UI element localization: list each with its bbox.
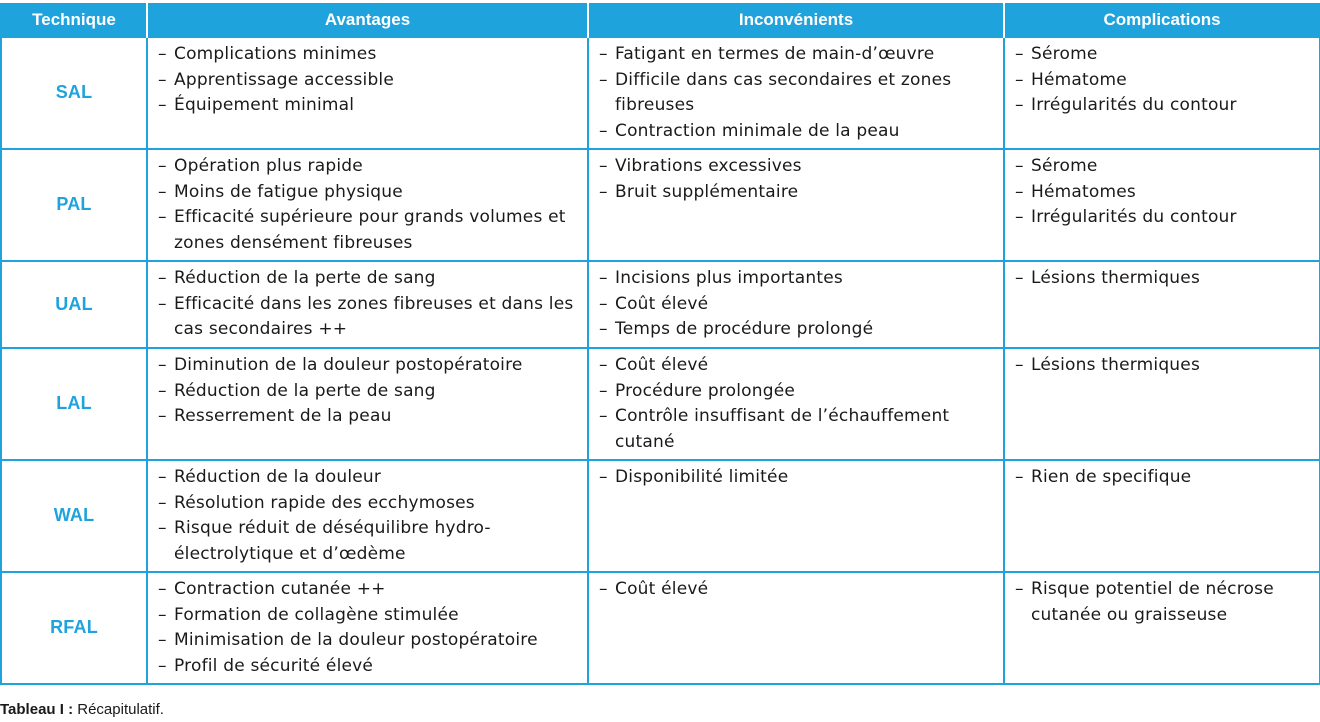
table-row [1,149,1320,261]
list-item: – Coût élevé [599,292,995,318]
list-item: – Contraction minimale de la peau [599,119,995,145]
disadvantages-list [599,42,995,144]
disadvantages-list [599,577,995,603]
technique-cell: RFAL [1,572,147,684]
list-item: – Fatigant en termes de main-d’œuvre [599,42,995,68]
table-row [1,572,1320,684]
list-item: – Apprentissage accessible [158,68,579,94]
technique-cell: UAL [1,261,147,348]
list-item: – Efficacité dans les zones fibreuses et dans les cas secondaires ++ [158,292,579,343]
list-item: – Incisions plus importantes [599,266,995,292]
list-item: – Formation de collagène stimulée [158,603,579,629]
advantages-list [158,154,579,256]
list-item: – Équipement minimal [158,93,579,119]
list-item: – Coût élevé [599,353,995,379]
list-item: – Sérome [1015,42,1311,68]
list-item: – Irrégularités du contour [1015,205,1311,231]
advantages-list [158,42,579,119]
advantages-list [158,353,579,430]
column-header-technique: Technique [1,3,147,37]
complications-list [1015,465,1311,491]
list-item: – Risque réduit de déséquilibre hydro-électrolytique et d’œdème [158,516,579,567]
list-item: – Vibrations excessives [599,154,995,180]
complications-list [1015,154,1311,231]
disadvantages-cell [588,261,1004,348]
list-item: – Moins de fatigue physique [158,180,579,206]
advantages-cell [147,37,588,149]
advantages-list [158,577,579,679]
table-row [1,261,1320,348]
list-item: – Irrégularités du contour [1015,93,1311,119]
complications-cell [1004,37,1320,149]
technique-cell: LAL [1,348,147,460]
list-item: – Difficile dans cas secondaires et zones fibreuses [599,68,995,119]
summary-table-container [0,3,1319,685]
advantages-cell [147,261,588,348]
list-item: – Profil de sécurité élevé [158,654,579,680]
column-header-complications: Complications [1004,3,1320,37]
list-item: – Complications minimes [158,42,579,68]
list-item: – Rien de specifique [1015,465,1311,491]
list-item: – Sérome [1015,154,1311,180]
list-item: – Hématomes [1015,180,1311,206]
list-item: – Réduction de la perte de sang [158,379,579,405]
list-item: – Résolution rapide des ecchymoses [158,491,579,517]
complications-cell [1004,149,1320,261]
complications-list [1015,266,1311,292]
column-header-disadvantages: Inconvénients [588,3,1004,37]
complications-cell [1004,572,1320,684]
advantages-list [158,266,579,343]
list-item: – Lésions thermiques [1015,266,1311,292]
list-item: – Procédure prolongée [599,379,995,405]
list-item: – Hématome [1015,68,1311,94]
table-row [1,348,1320,460]
disadvantages-cell [588,572,1004,684]
list-item: – Opération plus rapide [158,154,579,180]
list-item: – Coût élevé [599,577,995,603]
complications-list [1015,42,1311,119]
advantages-cell [147,348,588,460]
list-item: – Lésions thermiques [1015,353,1311,379]
disadvantages-list [599,266,995,343]
list-item: – Risque potentiel de nécrose cutanée ou graisseuse [1015,577,1311,628]
technique-cell: PAL [1,149,147,261]
list-item: – Réduction de la douleur [158,465,579,491]
advantages-list [158,465,579,567]
complications-cell [1004,348,1320,460]
complications-cell [1004,460,1320,572]
list-item: – Resserrement de la peau [158,404,579,430]
list-item: – Diminution de la douleur postopératoire [158,353,579,379]
complications-list [1015,353,1311,379]
table-row [1,37,1320,149]
disadvantages-cell [588,37,1004,149]
list-item: – Temps de procédure prolongé [599,317,995,343]
list-item: – Contraction cutanée ++ [158,577,579,603]
advantages-cell [147,460,588,572]
advantages-cell [147,572,588,684]
disadvantages-cell [588,348,1004,460]
disadvantages-cell [588,149,1004,261]
list-item: – Contrôle insuffisant de l’échauffement cutané [599,404,995,455]
complications-list [1015,577,1311,628]
technique-cell: WAL [1,460,147,572]
summary-table [0,3,1320,685]
caption-label: Tableau I : [0,701,74,718]
advantages-cell [147,149,588,261]
disadvantages-list [599,154,995,205]
table-row [1,460,1320,572]
table-caption [0,701,164,718]
list-item: – Réduction de la perte de sang [158,266,579,292]
disadvantages-cell [588,460,1004,572]
list-item: – Bruit supplémentaire [599,180,995,206]
disadvantages-list [599,465,995,491]
list-item: – Efficacité supérieure pour grands volumes et zones densément fibreuses [158,205,579,256]
column-header-advantages: Avantages [147,3,588,37]
technique-cell: SAL [1,37,147,149]
complications-cell [1004,261,1320,348]
disadvantages-list [599,353,995,455]
list-item: – Minimisation de la douleur postopératoire [158,628,579,654]
list-item: – Disponibilité limitée [599,465,995,491]
table-header-row [1,3,1320,37]
caption-text: Récapitulatif. [73,701,164,718]
